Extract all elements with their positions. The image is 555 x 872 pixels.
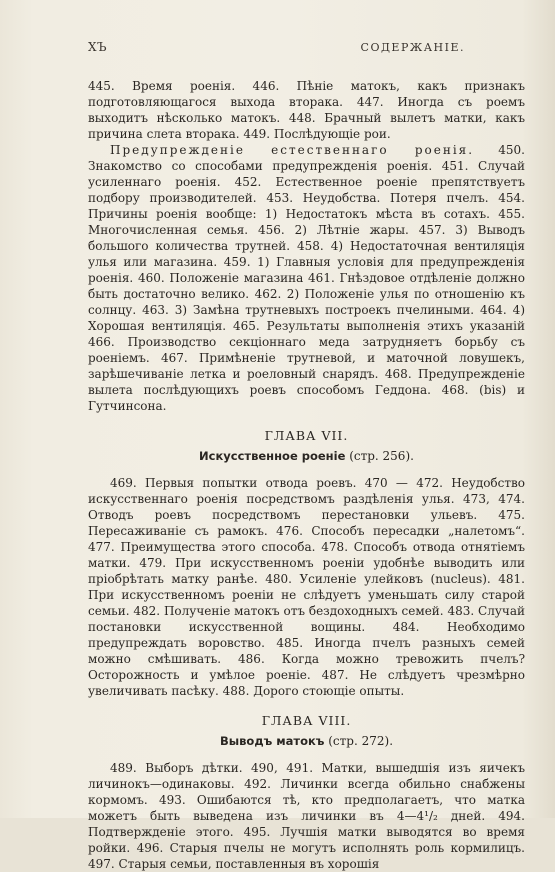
chapter-contents: 469. Первыя попытки отвода роевъ. 470 — 472. Неудобство искусственнаго роенiя посредствомъ раздѣленiя улья. 473, 474. Отводъ роевъ посредствомъ перестановки ульевъ. 475. Пересаживанiе съ рамокъ. 476. Способъ пересадки „налетомъ“. 477. Преимущества этого способа. 478. Способъ отвода отнятiемъ матки. 479. При искусственномъ роенiи удобнѣе выводить или прiобрѣтать матку ранѣе. 480. Усиленiе улейковъ (nucleus). 481. При искусственномъ роенiи не слѣдуетъ уменьшать силу старой семьи. 482. Полученiе матокъ отъ бездоходныхъ семей. 483. Случай постановки искусственной вощины. 484. Необходимо предупреждать воровство. 485. Иногда пчелъ разныхъ семей можно смѣшивать. 486. Когда можно тревожить пчелъ? Осторожность и умѣлое роенiе. 487. Не слѣдуетъ чрезмѣрно увеличивать пасѣку. 488. Дорого стоющiе опыты. — [88, 476, 525, 698]
chapter-title-text: Выводъ матокъ — [219, 734, 325, 748]
chapter-title — [88, 734, 525, 748]
subsection-lead: Предупрежденiе естественнаго роенiя. — [110, 143, 475, 157]
chapter-title — [88, 449, 525, 463]
chapter-page-ref: (стр. 256). — [345, 449, 414, 463]
chapter-heading: ГЛАВА VIII. — [261, 713, 352, 728]
page-header — [88, 40, 525, 54]
page-number: XЪ — [88, 40, 108, 54]
chapter-heading: ГЛАВА VII. — [264, 428, 349, 443]
running-title: СОДЕРЖАНIЕ. — [360, 41, 465, 54]
section-swarming-continued — [88, 78, 525, 414]
paragraph-swarm-prevention — [88, 142, 525, 414]
chapter-7 — [88, 428, 525, 699]
chapter-contents: 489. Выборъ дѣтки. 490, 491. Матки, вышедшiя изъ яичекъ личинокъ—одинаковы. 492. Личинки всегда обильно снабжены кормомъ. 493. Ошибаются тѣ, кто предполагаетъ, что матка можетъ быть выведена изъ личинки въ 4—4¹/₂ дней. 494. Подтвержденiе этого. 495. Лучшiя матки выводятся во время ройки. 496. Старыя пчелы не могутъ исполнять роль кормилицъ. 497. Старыя семьи, поставленныя въ хорошiя — [88, 761, 525, 871]
chapter-title-text: Искусственное роенiе — [199, 449, 346, 463]
chapter-page-ref: (стр. 272). — [324, 734, 394, 748]
paragraph-swarming-time: 445. Время роенiя. 446. Пѣнiе матокъ, какъ признакъ подготовляющагося выхода вторака. 447. Иногда съ роемъ выходитъ нѣсколько матокъ. 448. Брачный вылетъ матки, какъ причина слета вторака. 449. Послѣдующiе рои. — [88, 79, 525, 141]
chapter-8 — [88, 713, 525, 872]
subsection-body: 450. Знакомство со способами предупрежденiя роенiя. 451. Случай усиленнаго роенiя. 452. Естественное роенiе препятствуетъ подбору производителей. 453. Неудобства. Потеря пчелъ. 454. Причины роенiя вообще: 1) Недостатокъ мѣста въ сотахъ. 455. Многочисленная семья. 456. 2) Лѣтнiе жары. 457. 3) Выводъ большого количества трутней. 458. 4) Недостаточная вентиляцiя улья или магазина. 459. 1) Главныя условiя для предупрежденiя роенiя. 460. Положенiе магазина 461. Гнѣздовое отдѣленiе должно быть достаточно велико. 462. 2) Положенiе улья по отношенiю къ солнцу. 463. 3) Замѣна трутневыхъ построекъ пчелиными. 464. 4) Хорошая вентиляцiя. 465. Результаты выполненiя этихъ указанiй 466. Производство секцiоннаго меда затрудняетъ борьбу съ роенiемъ. 467. Примѣненiе трутневой, и маточной ловушекъ, зарѣшечиванiе летка и роеловный снарядъ. 468. Предупрежденiе вылета послѣдующихъ роевъ способомъ Геддона. 468. (bis) и Гутчинсона. — [88, 143, 525, 413]
